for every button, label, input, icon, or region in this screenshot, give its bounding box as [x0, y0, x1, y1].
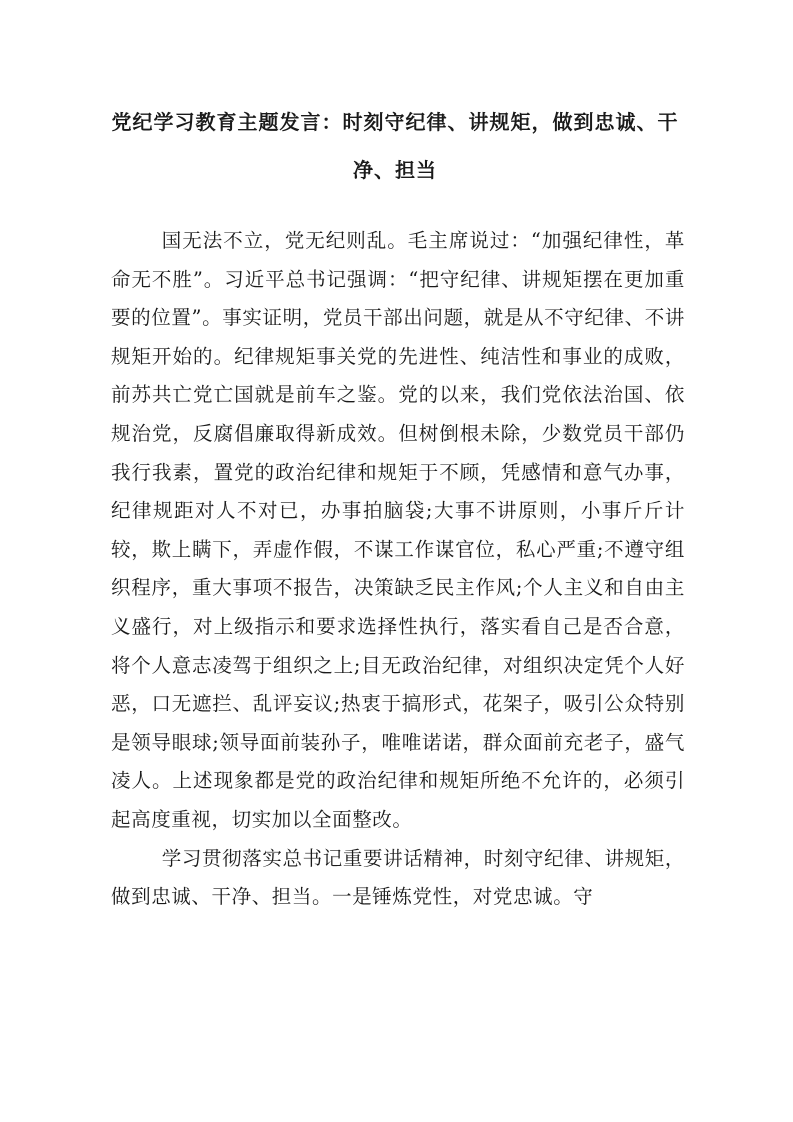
paragraph-1: 国无法不立，党无纪则乱。毛主席说过：“加强纪律性，革命无不胜”。习近平总书记强调：“把守纪律、讲规矩摆在更加重要的位置”。事实证明，党员干部出问题，就是从不守纪律、不讲规矩开始的。纪律规矩事关党的先进性、纯洁性和事业的成败，前苏共亡党亡国就是前车之鉴。党的以来，我们党依法治国、依规治党，反腐倡廉取得新成效。但树倒根未除，少数党员干部仍我行我素，置党的政治纪律和规矩于不顾，凭感情和意气办事，纪律规距对人不对已，办事拍脑袋;大事不讲原则，小事斤斤计较，欺上瞒下，弄虚作假，不谋工作谋官位，私心严重;不遵守组织程序，重大事项不报告，决策缺乏民主作风;个人主义和自由主义盛行，对上级指示和要求选择性执行，落实看自己是否合意，将个人意志凌驾于组织之上;目无政治纪律，对组织决定凭个人好恶，口无遮拦、乱评妄议;热衷于搞形式，花架子，吸引公众特别是领导眼球;领导面前装孙子，唯唯诺诺，群众面前充老子，盛气凌人。上述现象都是党的政治纪律和规矩所绝不允许的，必须引起高度重视，切实加以全面整改。	[111, 229, 685, 831]
document-body	[111, 222, 685, 917]
paragraph-2: 学习贯彻落实总书记重要讲话精神，时刻守纪律、讲规矩，做到忠诚、干净、担当。一是锤炼党性，对党忠诚。守	[111, 846, 685, 909]
document-title: 党纪学习教育主题发言：时刻守纪律、讲规矩，做到忠诚、干净、担当	[111, 110, 679, 182]
